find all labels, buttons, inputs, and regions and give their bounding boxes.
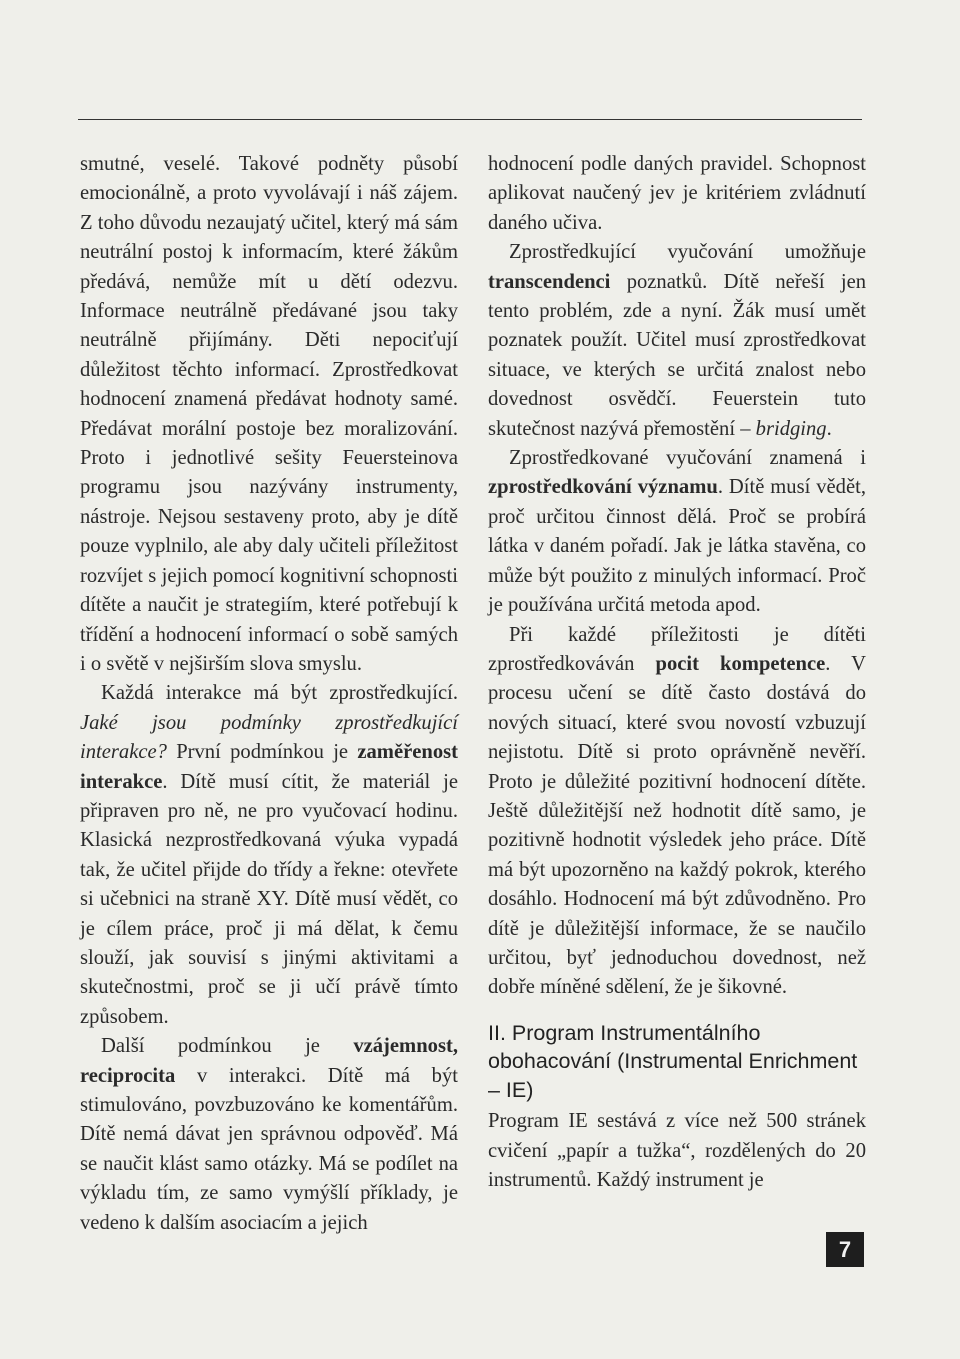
text-run: Další podmínkou je xyxy=(101,1035,354,1058)
right-paragraph-4 xyxy=(488,621,866,1003)
right-column xyxy=(488,150,866,1196)
right-paragraph-1: hodnocení podle daných pravidel. Schopnost aplikovat naučený jev je kritériem zvládnutí daného učiva. xyxy=(488,153,866,234)
text-run: Zprostředkující vyučování umožňuje xyxy=(509,241,866,264)
text-run: poznatků. Dítě neřeší jen tento problém, zde a nyní. Žák musí umět poznatek použít. Učitel musí zprostředkovat situace, ve kterých se určitá znalost nebo dovednost osvědčí. Feuerstein tuto skutečnost nazývá přemostění – xyxy=(488,270,866,440)
bold-term: zaměřenost interakce xyxy=(80,741,458,793)
text-run: Při každé příležitosti je dítěti zprostředkováván xyxy=(488,623,866,675)
section-heading: II. Program Instrumentálního obohacování (Instrumental Enrichment – IE) xyxy=(488,1020,858,1102)
right-paragraph-3 xyxy=(488,444,866,620)
text-run: . Dítě musí cítit, že materiál je připraven pro ně, ne pro vyučovací hodinu. Klasická nezprostředkovaná výuka vypadá tak, že učitel přijde do třídy a řekne: otevřete si učebnici na straně XY. Dítě musí vědět, co je cílem práce, proč ji má dělat, k čemu slouží, jak souvisí s jinými aktivitami a skutečnostmi, proč se ji učí právě tímto způsobem. xyxy=(80,770,458,1028)
page-number: 7 xyxy=(826,1232,864,1267)
text-run: Zprostředkované vyučování znamená i xyxy=(509,447,866,470)
header-rule xyxy=(78,119,862,120)
text-run: . V procesu učení se dítě často dostává do nových situací, které svou novostí vzbuzují nejistotu. Dítě si proto oprávněně nevěří. Proto je důležité pozitivní hodnocení dítěte. Ještě důležitější než hodnotit dítě samo, je pozitivně hodnotit výsledek jeho práce. Dítě má být upozorněno na každý pokrok, kterého dosáhlo. Hodnocení má být zdůvodněno. Pro dítě je důležitější informace, že se naučilo určitou, byť jednoduchou dovednost, než dobře míněné sdělení, že je šikovné. xyxy=(488,652,867,999)
left-paragraph-2 xyxy=(80,679,458,1032)
text-run: První podmínkou je xyxy=(166,741,358,764)
bold-term: transcendenci xyxy=(488,270,611,293)
right-paragraph-2 xyxy=(488,238,866,444)
left-column xyxy=(80,150,458,1238)
text-run: . Dítě musí vědět, proč určitou činnost dělá. Proč se probírá látka v daném pořadí. Jak je látka stavěna, co může být použito z minulých informací. Proč je používána určitá metoda apod. xyxy=(488,476,866,617)
text-run: v interakci. Dítě má být stimulováno, povzbuzováno ke komentářům. Dítě nemá dávat jen správnou odpověď. Má se naučit klást samo otázky. Má se podílet na výkladu tím, ze samo vymýšlí příklady, je vedeno k dalším asociacím a jejich xyxy=(80,1064,458,1234)
left-paragraph-3 xyxy=(80,1032,458,1238)
italic-term: bridging xyxy=(755,417,827,440)
bold-term: vzájemnost, reciprocita xyxy=(80,1035,458,1087)
text-run: . xyxy=(826,417,832,440)
left-paragraph-1: smutné, veselé. Takové podněty působí emocionálně, a proto vyvolávají i náš zájem. Z toho důvodu nezaujatý učitel, který má sám neutrální postoj k informacím, které žákům předává, nemůže mít u dětí odezvu. Informace neutrálně předávané jsou taky neutrálně přijímány. Děti nepociťují důležitost těchto informací. Zprostředkovat hodnocení znamená předávat hodnoty samé. Předávat morální postoje bez moralizování. Proto i jednotlivé sešity Feuersteinova programu jsou nazývány instrumenty, nástroje. Nejsou sestaveny proto, aby je dítě pouze vyplnilo, ale aby daly učiteli příležitost rozvíjet s jejich pomocí kognitivní schopnosti dítěte a naučit je strategiím, které potřebují k třídění a hodnocení informací o sobě samých i o světě v nejširším slova smyslu. xyxy=(80,153,458,675)
italic-question: Jaké jsou podmínky zprostředkující interakce? xyxy=(80,711,458,764)
bold-term: zprostředkování významu xyxy=(488,476,718,499)
right-paragraph-5: Program IE sestává z více než 500 stránek cvičení „papír a tužka“, rozdělených do 20 instrumentů. Každý instrument je xyxy=(488,1110,866,1192)
text-run: Každá interakce má být zprostředkující. xyxy=(101,682,458,705)
bold-term: pocit kompetence xyxy=(655,652,826,675)
